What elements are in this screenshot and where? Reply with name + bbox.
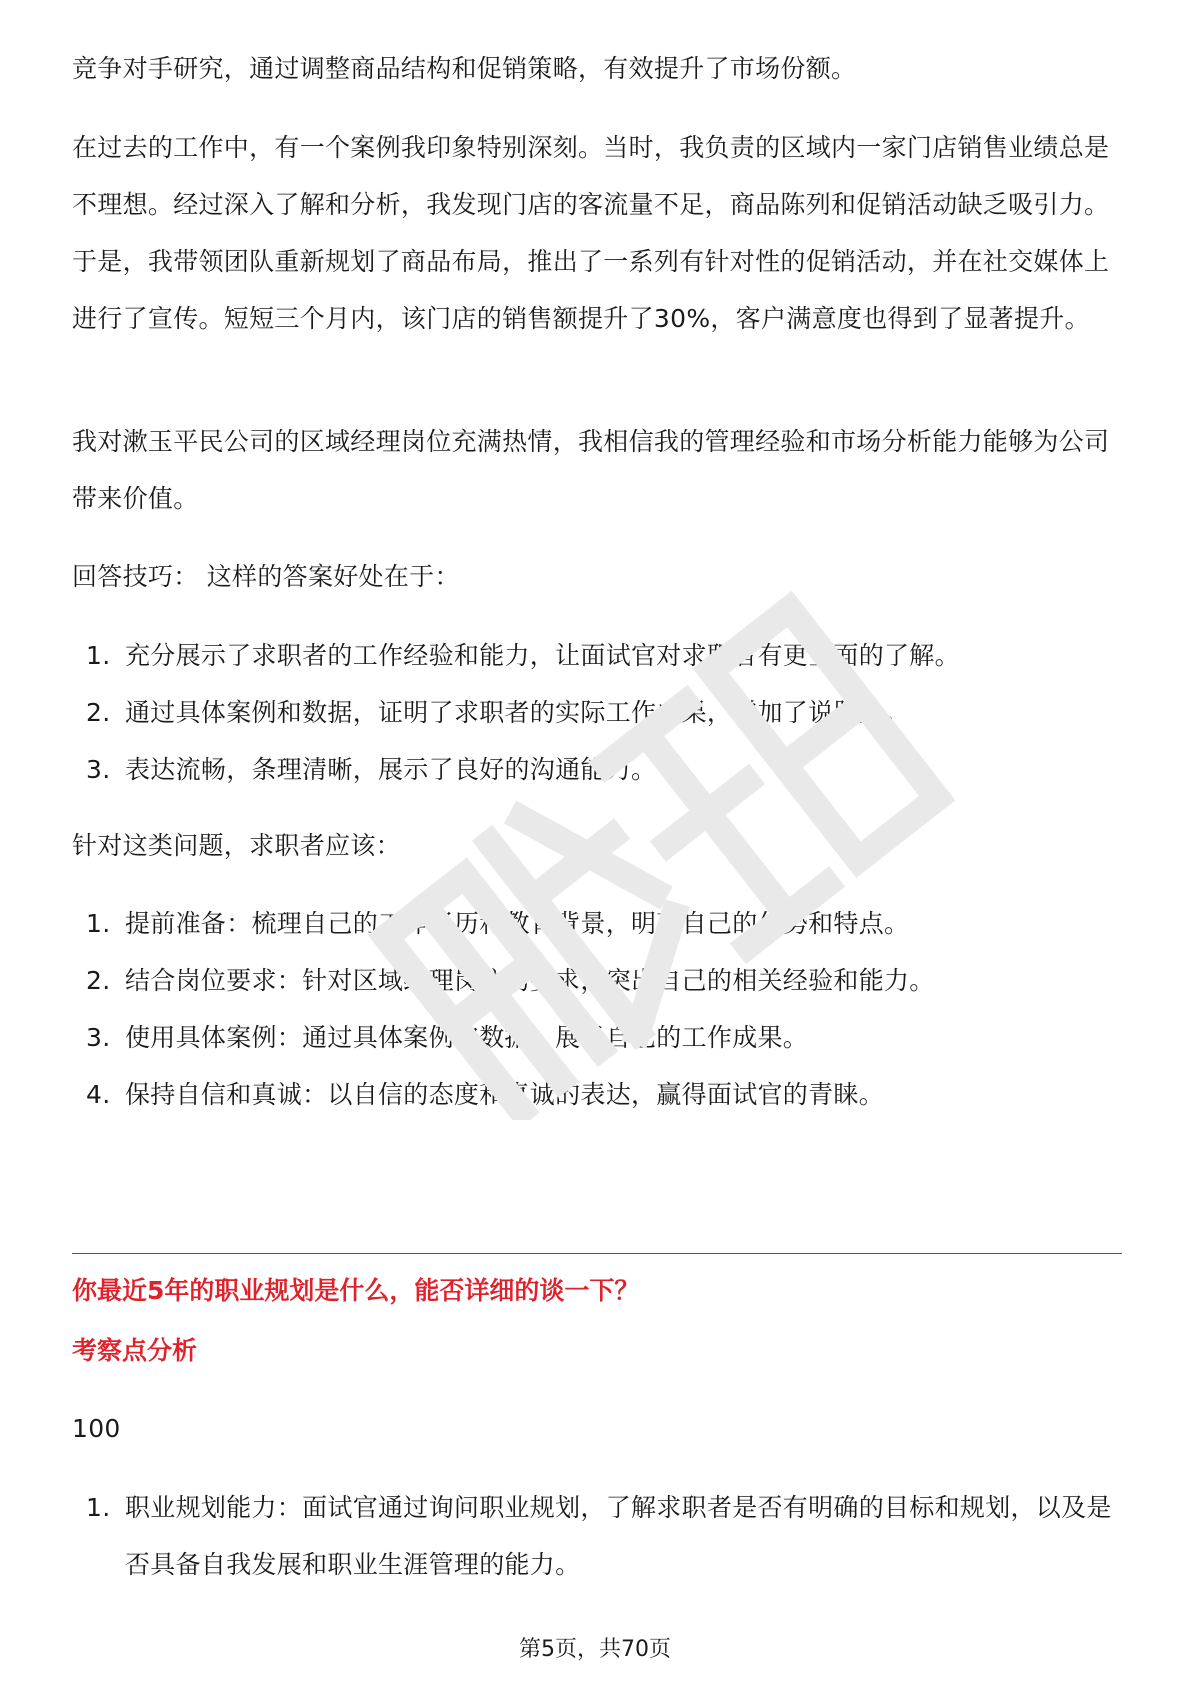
list-number: 3. [86, 1023, 111, 1052]
analysis-heading: 考察点分析 [72, 1336, 198, 1365]
question-title: 你最近5年的职业规划是什么，能否详细的谈一下？ [72, 1276, 640, 1305]
list-item [72, 895, 1122, 952]
list-text: 结合岗位要求：针对区域经理岗位的要求，突出自己的相关经验和能力。 [125, 966, 935, 995]
list-text: 使用具体案例：通过具体案例和数据，展示自己的工作成果。 [125, 1023, 809, 1052]
list-item [72, 1009, 1122, 1066]
document-page [72, 0, 1122, 1684]
list-number: 1. [86, 909, 111, 938]
list-number: 1. [86, 641, 111, 670]
list-number: 3. [86, 755, 111, 784]
score-value: 100 [72, 1414, 121, 1443]
tips-intro: 回答技巧： 这样的答案好处在于： [72, 562, 460, 591]
list-number: 2. [86, 698, 111, 727]
list-item [72, 627, 1122, 684]
paragraph-intro: 竞争对手研究，通过调整商品结构和促销策略，有效提升了市场份额。 [72, 54, 857, 83]
list-text: 充分展示了求职者的工作经验和能力，让面试官对求职者有更全面的了解。 [125, 641, 960, 670]
list-number: 4. [86, 1080, 111, 1109]
list-item [72, 741, 1122, 798]
list-item [72, 952, 1122, 1009]
should-intro: 针对这类问题，求职者应该： [72, 831, 401, 860]
list-item [72, 1479, 1122, 1593]
list-text: 保持自信和真诚：以自信的态度和真诚的表达，赢得面试官的青睐。 [125, 1080, 885, 1109]
list-number: 1. [86, 1493, 111, 1522]
analysis-list [72, 1479, 1122, 1593]
tips-list [72, 627, 1122, 798]
list-text: 表达流畅，条理清晰，展示了良好的沟通能力。 [125, 755, 657, 784]
section-divider [72, 1253, 1122, 1254]
list-text: 提前准备：梳理自己的工作经历和教育背景，明确自己的优势和特点。 [125, 909, 910, 938]
paragraph-case-story: 在过去的工作中，有一个案例我印象特别深刻。当时，我负责的区域内一家门店销售业绩总是不理想。经过深入了解和分析，我发现门店的客流量不足，商品陈列和促销活动缺乏吸引力。于是，我带领团队重新规划了商品布局，推出了一系列有针对性的促销活动，并在社交媒体上进行了宣传。短短三个月内，该门店的销售额提升了30%，客户满意度也得到了显著提升。 [72, 133, 1110, 333]
should-list [72, 895, 1122, 1123]
list-item [72, 1066, 1122, 1123]
page-footer: 第5页，共70页 [519, 1637, 671, 1662]
paragraph-closing: 我对漱玉平民公司的区域经理岗位充满热情，我相信我的管理经验和市场分析能力能够为公司带来价值。 [72, 427, 1110, 513]
list-text: 通过具体案例和数据，证明了求职者的实际工作成果，增加了说服力。 [125, 698, 910, 727]
list-number: 2. [86, 966, 111, 995]
list-text: 职业规划能力：面试官通过询问职业规划，了解求职者是否有明确的目标和规划，以及是否具备自我发展和职业生涯管理的能力。 [125, 1493, 1112, 1579]
list-item [72, 684, 1122, 741]
